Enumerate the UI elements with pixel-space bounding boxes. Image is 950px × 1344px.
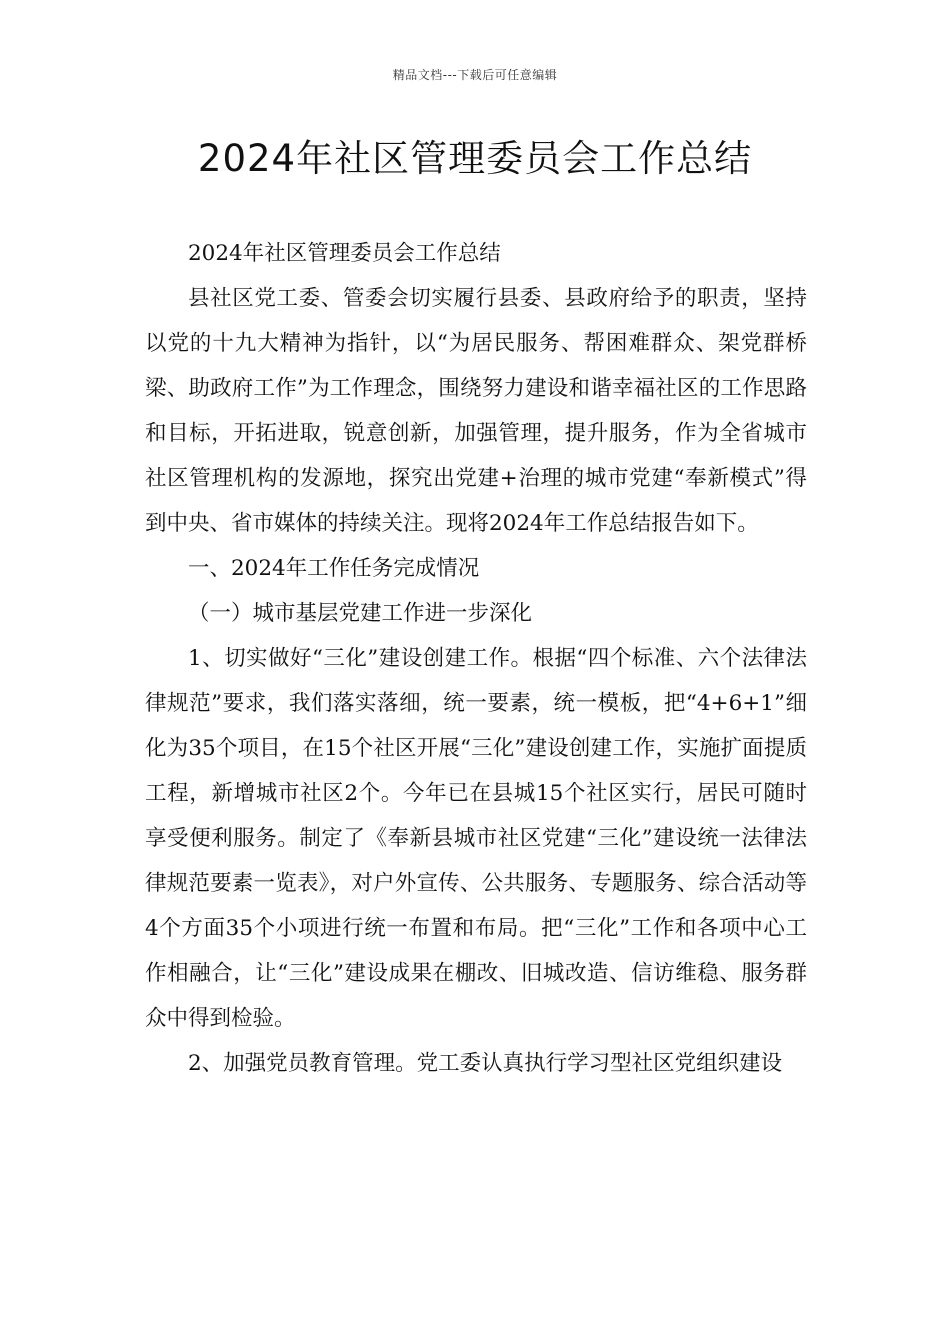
intro-paragraph: 县社区党工委、管委会切实履行县委、县政府给予的职责，坚持以党的十九大精神为指针，以“为居民服务、帮困难群众、架党群桥梁、助政府工作”为工作理念，围绕努力建设和谐幸福社区的工作思路和目标，开拓进取，锐意创新，加强管理，提升服务，作为全省城市社区管理机构的发源地，探究出党建+治理的城市党建“奉新模式”得到中央、省市媒体的持续关注。现将2024年工作总结报告如下。	[145, 286, 807, 536]
item-paragraph-2: 2、加强党员教育管理。党工委认真执行学习型社区党组织建设	[188, 1051, 783, 1076]
section-heading: 一、2024年工作任务完成情况	[188, 556, 480, 581]
header-note: 精品文档---下载后可任意编辑	[392, 68, 558, 82]
body-subtitle: 2024年社区管理委员会工作总结	[188, 241, 501, 266]
item-paragraph-1: 1、切实做好“三化”建设创建工作。根据“四个标准、六个法律法律规范”要求，我们落实落细，统一要素，统一模板，把“4+6+1”细化为35个项目，在15个社区开展“三化”建设创建工作，实施扩面提质工程，新增城市社区2个。今年已在县城15个社区实行，居民可随时享受便利服务。制定了《奉新县城市社区党建“三化”建设统一法律法律规范要素一览表》，对户外宣传、公共服务、专题服务、综合活动等4个方面35个小项进行统一布置和布局。把“三化”工作和各项中心工作相融合，让“三化”建设成果在棚改、旧城改造、信访维稳、服务群众中得到检验。	[145, 646, 807, 1031]
document-body	[145, 231, 807, 1086]
document-title: 2024年社区管理委员会工作总结	[197, 137, 753, 180]
subsection-heading: （一）城市基层党建工作进一步深化	[188, 601, 533, 626]
